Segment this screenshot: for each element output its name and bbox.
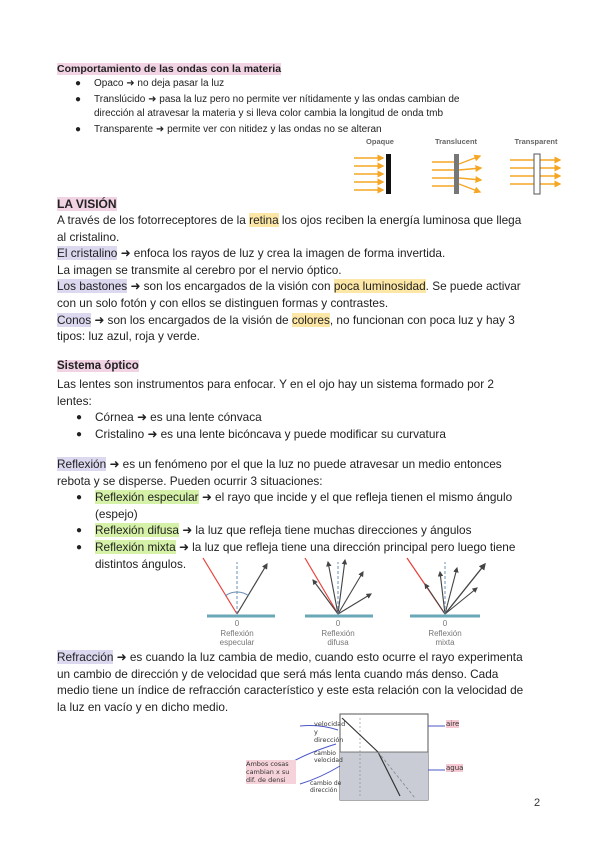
reflexion-p1: Reflexión ➜ es un fenómeno por el que la luz no puede atravesar un medio entonces — [57, 457, 502, 471]
note-ambos: Ambos cosas cambian x su dif. de densi — [246, 760, 296, 784]
vision-p5d: tipos: luz azul, roja y verde. — [57, 329, 200, 344]
list-item: ● Translúcido ➜ pasa la luz pero no permite ver nítidamente y las ondas cambian de dirección al atravesar la materia y si lleva color cambia la longitud de onda tmb — [75, 94, 460, 119]
section-heading-materia: Comportamiento de las ondas con la materia — [57, 63, 282, 75]
refraction-diagram — [240, 712, 470, 802]
vision-p5: Conos ➜ son los encargados de la visión de colores, no funcionan con poca luz y hay 3 — [57, 312, 515, 327]
note-velocidad: velocidad y dirección — [314, 720, 346, 744]
vision-p2: El cristalino ➜ enfoca los rayos de luz y crea la imagen de forma invertida. — [57, 246, 446, 261]
transparent-rays — [510, 154, 560, 194]
label-transparent: Transparent — [514, 137, 558, 146]
caption-difusa: 0 Reflexión difusa — [321, 619, 355, 647]
mixed-figure — [407, 558, 485, 616]
list-item: ● Córnea ➜ es una lente cónvaca — [76, 410, 262, 425]
vision-p4: Los bastones ➜ son los encargados de la visión con poca luminosidad. Se puede activar — [57, 279, 521, 294]
list-item: ● Opaco ➜ no deja pasar la luz — [75, 78, 225, 89]
refraction-figure — [240, 712, 470, 802]
materials-figure — [350, 134, 565, 196]
reflexion-body: Reflexión ➜ es un fenómeno por el que la luz no puede atravesar un medio entonces rebota y se disperse. Pueden ocurrir 3 situaciones: ● Reflexión especular ➜ el rayo que incide y el que refleja tienen el mismo ángulo (espejo) ● Reflexión difusa ➜ la luz que refleja tiene muchas direcciones y ángulos ● Reflexión mixta ➜ la luz que refleja tiene una dirección principal pero luego tiene distintos ángulos. — [57, 456, 557, 572]
caption-especular: 0 Reflexión especular — [219, 619, 255, 647]
vision-p4d: con un solo fotón y con ellos se distinguen formas y contrastes. — [57, 295, 389, 310]
reflection-diagram — [195, 554, 495, 622]
opaque-rays — [354, 154, 391, 194]
vision-body — [57, 212, 557, 345]
label-translucent: Translucent — [434, 137, 478, 146]
list-item: ● Reflexión difusa ➜ la luz que refleja tiene muchas direcciones y ángulos — [76, 523, 472, 538]
optico-body: Las lentes son instrumentos para enfocar. Y en el ojo hay un sistema formado por 2 lentes: ● Córnea ➜ es una lente cónvaca ● Cristalino ➜ es una lente bicóncava y puede modificar su curvatura — [57, 376, 557, 442]
refraccion-p1: Refracción ➜ es cuando la luz cambia de medio, cuando esto ocurre el rayo experimenta — [57, 650, 523, 664]
vision-p1: A través de los fotorreceptores de la retina los ojos reciben la energía luminosa que llega — [57, 213, 522, 227]
page-number: 2 — [534, 797, 541, 809]
label-opaque: Opaque — [366, 137, 394, 146]
materia-list — [75, 77, 545, 137]
list-item: ● Transparente ➜ permite ver con nitidez y las ondas no se alteran — [75, 124, 382, 135]
list-item: ● Cristalino ➜ es una lente bicóncava y puede modificar su curvatura — [76, 426, 446, 441]
list-item: ● Reflexión mixta ➜ la luz que refleja tiene una dirección principal pero luego tiene distintos ángulos. — [76, 539, 516, 571]
vision-p3: La imagen se transmite al cerebro por el nervio óptico. — [57, 262, 342, 277]
diffuse-figure — [305, 558, 373, 616]
vision-heading: LA VISIÓN — [57, 197, 117, 211]
note-agua: agua — [446, 764, 464, 772]
caption-mixta: 0 Reflexión mixta — [428, 619, 462, 647]
specular-figure — [203, 558, 275, 616]
refraccion-body: Refracción ➜ es cuando la luz cambia de medio, cuando esto ocurre el rayo experimenta un cambio de dirección y de velocidad que será más lenta cuando más denso. Cada medio tiene un índice de refracción característico y este esta relación con la velocidad de la luz en vacío y en dicho medio. — [57, 649, 557, 715]
note-cambio-vel: cambio velocidad — [314, 750, 343, 764]
materials-diagram — [350, 134, 565, 196]
translucent-rays — [432, 154, 481, 194]
optico-heading: Sistema óptico — [57, 360, 139, 372]
note-aire: aire — [446, 720, 460, 728]
note-cambio-dir: cambio de dirección — [310, 780, 342, 794]
list-item: ● Reflexión especular ➜ el rayo que incide y el que refleja tienen el mismo ángulo (espejo) — [76, 490, 513, 521]
vision-p1c: al cristalino. — [57, 229, 120, 244]
